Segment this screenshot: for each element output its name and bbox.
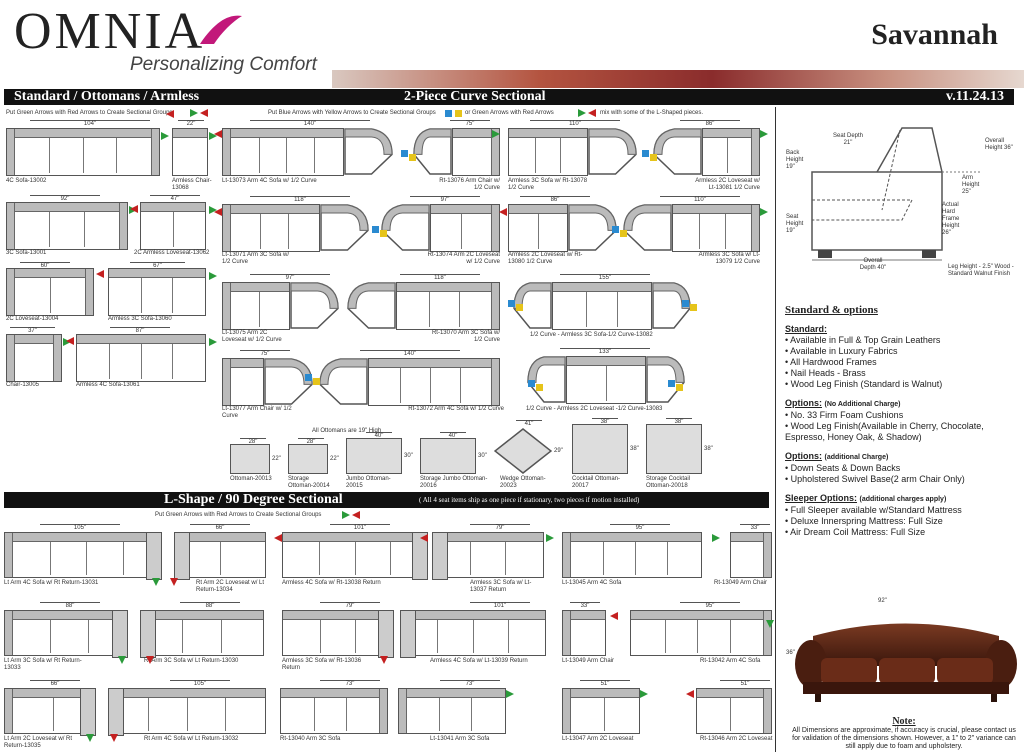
dimension-label: 47" [150,195,200,202]
curve-item-shape [222,282,290,330]
curve-item-shape [368,358,500,406]
red-arrow-icon [146,656,154,664]
lshape-item-shape [630,610,772,656]
green-arrow-icon [760,130,768,138]
dimension-label: 155" [560,274,650,281]
red-arrow-icon [380,656,388,664]
yellow-arrow-icon [380,230,387,237]
dimension-label: 118" [400,274,480,281]
lshape-item-label: Armless 4C Sofa w/ Rt-13038 Return [282,580,381,586]
blue-arrow-icon [372,226,379,233]
standard-item-shape [172,128,208,176]
dimension-label: 118" [250,196,350,203]
yellow-arrow-icon [455,110,462,117]
blue-arrow-icon [508,300,515,307]
ottoman-shape [572,424,628,474]
dimension-label: 40" [440,432,466,439]
curve-piece-shape [622,204,672,252]
return-piece-shape [400,610,416,658]
curve-item-label: Armless 2C Loveseat w/ Lt-13081 1/2 Curve [695,178,760,191]
green-arrow-icon [546,534,554,542]
dimension-label: 105" [170,680,230,687]
lshape-item-shape [730,532,772,578]
dimension-label: 38" [592,418,618,425]
lshape-item-label: Lt-13049 Arm Chair [562,658,615,664]
option-item: • No. 33 Firm Foam Cushions [785,410,904,420]
curve-item-label: Lt-13077 Arm Chair w/ 1/2 Curve [222,406,292,419]
red-arrow-icon [686,690,694,698]
yellow-arrow-icon [690,304,697,311]
dimension-label: 88" [180,602,240,609]
lshape-item-shape [562,688,640,734]
paid-options-heading: Options: [785,451,822,461]
ottoman-depth-label: 30" [478,453,487,459]
yellow-arrow-icon [516,304,523,311]
dimension-label: 97" [410,196,480,203]
dimension-label: 101" [330,524,390,531]
dimension-label: 86" [680,120,740,127]
lshape-item-label: Rt Arm 2C Loveseat w/ Lt Return-13034 [196,580,265,593]
blue-arrow-icon [668,380,675,387]
curve-item-shape [672,204,760,252]
lshape-band [4,492,769,508]
lshape-item-shape [282,532,428,578]
standard-item-shape [108,268,206,316]
red-arrow-icon [200,109,208,117]
curve-arrow-note-c: mix with some of the L-Shaped pieces. [600,110,704,116]
ottoman-shape [346,438,402,474]
green-arrow-icon [342,511,350,519]
curve-item-label: Lt-13071 Arm 3C Sofa w/ 1/2 Curve [222,252,290,265]
yellow-arrow-icon [536,384,543,391]
blue-arrow-icon [401,150,408,157]
dimension-label: 66" [30,680,80,687]
dimension-label: 95" [680,602,740,609]
standard-item-shape [6,202,128,250]
dimension-label: 79" [320,602,380,609]
curve-item-shape [222,128,344,176]
dimension-label: 40" [366,432,392,439]
option-item-text: All Hardwood Frames [790,357,877,367]
ottoman-shape [646,424,702,474]
red-arrow-icon [588,109,596,117]
lshape-item-label: Rt Arm 4C Sofa w/ Lt Return-13032 [144,736,239,742]
red-arrow-icon [170,578,178,586]
blue-arrow-icon [305,374,312,381]
blue-arrow-icon [682,300,689,307]
standard-item-label: 2C Loveseat-13004 [6,316,59,322]
model-title: Savannah [871,18,998,51]
curve-piece-shape [290,282,340,330]
standard-heading: Standard: [785,324,828,334]
return-piece-shape [80,688,96,736]
curve-item-shape [508,128,588,176]
option-item-text: Full Sleeper available w/Standard Mattress [790,505,962,515]
lshape-item-label: Lt-13045 Arm 4C Sofa [562,580,622,586]
curve-item-label: Armless 2C Loveseat w/ Rt-13080 1/2 Curve [508,252,583,265]
return-piece-shape [108,688,124,736]
return-piece-shape [378,610,394,658]
return-piece-shape [140,610,156,658]
option-item: • Nail Heads - Brass [785,368,866,378]
lshape-item-label: Rt-13040 Arm 3C Sofa [280,736,341,742]
return-piece-shape [432,532,448,580]
green-arrow-icon [712,534,720,542]
dimension-label: 37" [10,327,55,334]
curve-piece-shape [380,204,430,252]
dimension-label: 97" [250,274,330,281]
green-arrow-icon [152,578,160,586]
lshape-item-label: Lt Arm 3C Sofa w/ Rt Return-13033 [4,658,82,671]
dimension-label: 110" [530,120,620,127]
return-piece-shape [146,532,162,580]
overall-depth-label: Overall Depth 40" [859,258,887,271]
curve-piece-shape [412,128,452,176]
standard-item-label: 3C Sofa-13001 [6,250,47,256]
dimension-label: 22" [178,120,204,127]
option-item: • Available in Luxury Fabrics [785,346,898,356]
green-arrow-icon [506,690,514,698]
option-item: • Air Dream Coil Mattress: Full Size [785,527,926,537]
lshape-item-shape [4,532,162,578]
dimension-label: 73" [440,680,500,687]
leg-height-label: Leg Height - 2.5" Wood - Standard Walnut Finish [948,264,1014,277]
standard-item-shape [6,268,94,316]
lshape-item-shape [562,610,606,656]
lshape-item-shape [398,688,506,734]
top-band [4,89,1014,105]
lshape-item-label: Lt-13041 Arm 3C Sofa [430,736,490,742]
lshape-item-label: Lt Arm 2C Loveseat w/ Rt Return-13035 [4,736,73,749]
curve-item-shape [702,128,760,176]
dimension-label: 41" [516,420,542,427]
standard-item-shape [6,334,62,382]
dimension-label: 105" [40,524,120,531]
ottoman-depth-label: 22" [272,456,281,462]
dimension-label: 95" [610,524,670,531]
green-arrow-icon [766,620,774,628]
red-arrow-icon [214,208,222,216]
yellow-arrow-icon [650,154,657,161]
curve-item-shape [430,204,500,252]
overall-height-label: Overall Height 36" [985,138,1013,151]
option-item: • Wood Leg Finish(Available in Cherry, Chocolate, Espresso, Honey Oak, & Shadow) [785,421,984,442]
back-height-label: Back Height 19" [786,150,804,170]
standard-item-shape [76,334,206,382]
curve-piece-shape [588,128,638,176]
yellow-arrow-icon [620,230,627,237]
red-arrow-icon [214,130,222,138]
option-item-text: Nail Heads - Brass [790,368,866,378]
curve-piece-shape [346,282,396,330]
red-arrow-icon [274,534,282,542]
green-arrow-icon [161,132,169,140]
option-item-text: Available in Luxury Fabrics [790,346,898,356]
lshape-item-label: Armless 4C Sofa w/ Lt-13039 Return [430,658,528,664]
version-label: v.11.24.13 [946,89,1004,104]
ottoman-depth-label: 29" [554,448,563,454]
curve-piece-shape [320,204,370,252]
option-item-text: No. 33 Firm Foam Cushions [790,410,904,420]
curve-item-shape [552,282,652,330]
dimension-label: 79" [470,524,530,531]
green-arrow-icon [209,338,217,346]
dimension-label: 28" [298,438,324,445]
dimension-label: 38" [666,418,692,425]
photo-height-label: 36" [786,650,795,656]
green-arrow-icon [640,690,648,698]
option-item: • Down Seats & Down Backs [785,463,901,473]
yellow-arrow-icon [313,378,320,385]
curve-item-label: 1/2 Curve - Armless 2C Loveseat -1/2 Curve-13083 [526,406,663,412]
standard-item-shape [6,128,160,176]
red-arrow-icon [499,208,507,216]
band-lshape-note: ( All 4 seat items ship as one piece if stationary, two pieces if motion installed) [419,496,640,504]
lshape-item-label: Lt-13047 Arm 2C Loveseat [562,736,634,742]
option-item-text: Air Dream Coil Mattress: Full Size [790,527,926,537]
ottoman-shape [494,428,552,474]
standard-item-shape [140,202,206,250]
dimension-label: 75" [450,120,490,127]
option-item: • All Hardwood Frames [785,357,877,367]
dimension-label: 66" [190,524,250,531]
band-curve-title: 2-Piece Curve Sectional [404,89,546,104]
sleeper-sub: (additional charges apply) [859,496,947,503]
curve-item-shape [396,282,500,330]
standard-item-label: Chair-13005 [6,382,40,388]
red-arrow-icon [166,110,174,118]
option-item-text: Deluxe Innerspring Mattress: Full Size [790,516,943,526]
option-item: • Full Sleeper available w/Standard Mattress [785,505,962,515]
lshape-item-label: Lt Arm 4C Sofa w/ Rt Return-13031 [4,580,99,586]
curve-piece-shape [646,356,686,404]
curve-piece-shape [568,204,618,252]
ottoman-label: Storage Cocktail Ottoman-20018 [646,476,691,489]
lshape-item-shape [140,610,264,656]
green-arrow-icon [86,734,94,742]
lshape-item-label: Rt-13049 Arm Chair [714,580,768,586]
option-item-text: Down Seats & Down Backs [790,463,901,473]
standard-item-label: 2C Armless Loveseat-13062 [134,250,210,256]
hard-frame-label: Actual Hard Frame Height 26" [942,202,960,236]
blue-arrow-icon [642,150,649,157]
blue-arrow-icon [612,226,619,233]
green-arrow-icon [578,109,586,117]
standard-item-label: Armless 3C Sofa-13060 [108,316,172,322]
yellow-arrow-icon [409,154,416,161]
standard-item-label: 4C Sofa-13002 [6,178,47,184]
options-title: Standard & options [785,304,878,316]
photo-width-label: 92" [878,598,887,604]
dimension-label: 140" [250,120,370,127]
ottoman-shape [230,444,270,474]
dimension-label: 92" [30,195,100,202]
lshape-item-label: Rt-13042 Arm 4C Sofa [700,658,761,664]
ottoman-label: Storage Jumbo Ottoman-20016 [420,476,488,489]
dimension-label: 33" [570,602,600,609]
green-arrow-icon [492,130,500,138]
curve-item-label: Rt-13076 Arm Chair w/ 1/2 Curve [439,178,500,191]
dimension-label: 87" [110,327,170,334]
band-lshape-title: L-Shape / 90 Degree Sectional [164,492,343,507]
curve-piece-shape [652,128,702,176]
footer-note [790,716,1018,751]
lshape-item-shape [280,688,388,734]
curve-item-label: Lt-13073 Arm 4C Sofa w/ 1/2 Curve [222,178,317,184]
column-divider [775,107,776,752]
curve-item-label: Rt-13070 Arm 3C Sofa w/ 1/2 Curve [431,330,500,343]
option-item: • Deluxe Innerspring Mattress: Full Size [785,516,943,526]
option-item: • Wood Leg Finish (Standard is Walnut) [785,379,943,389]
curve-item-shape [222,358,264,406]
lshape-item-shape [562,532,702,578]
ottoman-depth-label: 38" [704,446,713,452]
curve-item-label: Rt-13074 Arm 2C Loveseat w/ 1/2 Curve [427,252,500,265]
dimension-label: 101" [470,602,530,609]
dimension-label: 67" [130,262,185,269]
green-arrow-icon [190,109,198,117]
curve-arrow-note-a: Put Blue Arrows with Yellow Arrows to Create Sectional Groups [268,110,436,116]
curve-item-label: Armless 3C Sofa w/ Lt-13079 1/2 Curve [698,252,760,265]
dimension-label: 73" [320,680,380,687]
footer-note-title: Note: [892,716,916,727]
dimension-label: 51" [580,680,630,687]
lshape-item-label: Armless 3C Sofa w/ Lt-13037 Return [470,580,532,593]
curve-item-shape [566,356,646,404]
seat-height-label: Seat Height 19" [786,214,804,234]
sleeper-heading: Sleeper Options: [785,493,858,503]
footer-note-text: All Dimensions are approximate, if accuracy is crucial, please contact us for validation of the dimensions shown. However, a 1" to 2" variance can still apply due to foam and upholstery. [792,727,1016,750]
curve-piece-shape [344,128,394,176]
lshape-item-shape [108,688,266,734]
tagline: Personalizing Comfort [130,54,317,75]
dimension-label: 88" [40,602,100,609]
curve-piece-shape [318,358,368,406]
ottoman-label: Ottoman-20013 [230,476,272,482]
brand-logo: OMNIA [14,3,206,60]
lshape-item-shape [696,688,772,734]
dimension-label: 60" [20,262,70,269]
red-arrow-icon [420,534,428,542]
curve-item-label: 1/2 Curve - Armless 3C Sofa-1/2 Curve-13082 [530,332,653,338]
green-arrow-icon [118,656,126,664]
ottoman-height-note: All Ottomans are 19" High [312,428,382,434]
arm-height-label: Arm Height 25" [962,175,980,195]
red-arrow-icon [110,734,118,742]
curve-item-shape [508,204,568,252]
options-panel [785,305,1010,538]
ottoman-shape [420,438,476,474]
red-arrow-icon [130,205,138,213]
dimension-label: 140" [360,350,460,357]
lshape-arrow-note: Put Green Arrows with Red Arrows to Create Sectional Groups [155,512,322,518]
options-sub: (No Additional Charge) [824,401,901,408]
curve-item-shape [222,204,320,252]
ottoman-depth-label: 22" [330,456,339,462]
dimension-label: 33" [740,524,770,531]
red-arrow-icon [96,270,104,278]
curve-item-label: Armless 3C Sofa w/ Rt-13078 1/2 Curve [508,178,588,191]
lshape-item-label: Armless 3C Sofa w/ Rt-13036 Return [282,658,362,671]
option-item-text: Upholstered Swivel Base(2 arm Chair Only) [790,474,965,484]
ottoman-shape [288,444,328,474]
band-standard-title: Standard / Ottomans / Armless [14,89,200,104]
header-brushstroke [332,70,1024,88]
ottoman-label: Cocktail Ottoman-20017 [572,476,621,489]
curve-arrow-note-b: or Green Arrows with Red Arrows [465,110,554,116]
red-arrow-icon [610,612,618,620]
ottoman-label: Wedge Ottoman-20023 [500,476,546,489]
dimension-label: 133" [560,348,650,355]
dimension-label: 86" [520,196,590,203]
ottoman-label: Jumbo Ottoman-20015 [346,476,391,489]
standard-item-label: Armless 4C Sofa-13061 [76,382,140,388]
dimension-label: 28" [240,438,266,445]
dimension-label: 104" [30,120,150,127]
red-arrow-icon [352,511,360,519]
ottoman-depth-label: 38" [630,446,639,452]
standard-arrow-note: Put Green Arrows with Red Arrows to Create Sectional Groups [6,110,173,116]
standard-item-label: Armless Chair-13068 [172,178,212,191]
option-item: • Upholstered Swivel Base(2 arm Chair Only) [785,474,965,484]
swoosh-icon [196,10,246,50]
seat-depth-label: Seat Depth 21" [832,133,864,146]
option-item-text: Available in Full & Top Grain Leathers [790,335,941,345]
curve-item-label: Lt-13075 Arm 2C Loveseat w/ 1/2 Curve [222,330,282,343]
red-arrow-icon [66,337,74,345]
return-piece-shape [112,610,128,658]
ottoman-label: Storage Ottoman-20014 [288,476,330,489]
dimension-label: 75" [240,350,290,357]
option-item: • Available in Full & Top Grain Leathers [785,335,941,345]
paid-options-sub: (additional Charge) [824,454,889,461]
lshape-item-label: Rt-13046 Arm 2C Loveseat [700,736,773,742]
ottoman-depth-label: 30" [404,453,413,459]
dimension-label: 110" [660,196,740,203]
lshape-item-label: Rt Arm 3C Sofa w/ Lt Return-13030 [144,658,239,664]
options-heading: Options: [785,398,822,408]
return-piece-shape [174,532,190,580]
curve-piece-shape [264,358,314,406]
green-arrow-icon [760,208,768,216]
lshape-item-shape [400,610,546,656]
green-arrow-icon [209,272,217,280]
yellow-arrow-icon [676,384,683,391]
lshape-item-shape [4,610,128,656]
option-item-text: Wood Leg Finish(Available in Cherry, Chocolate, Espresso, Honey Oak, & Shadow) [785,421,984,442]
blue-arrow-icon [528,380,535,387]
option-item-text: Wood Leg Finish (Standard is Walnut) [790,379,943,389]
lshape-item-shape [432,532,544,578]
dimension-label: 51" [720,680,770,687]
curve-item-label: Rt-13072 Arm 4C Sofa w/ 1/2 Curve [408,406,504,412]
blue-arrow-icon [445,110,452,117]
sofa-photo [795,606,1017,706]
